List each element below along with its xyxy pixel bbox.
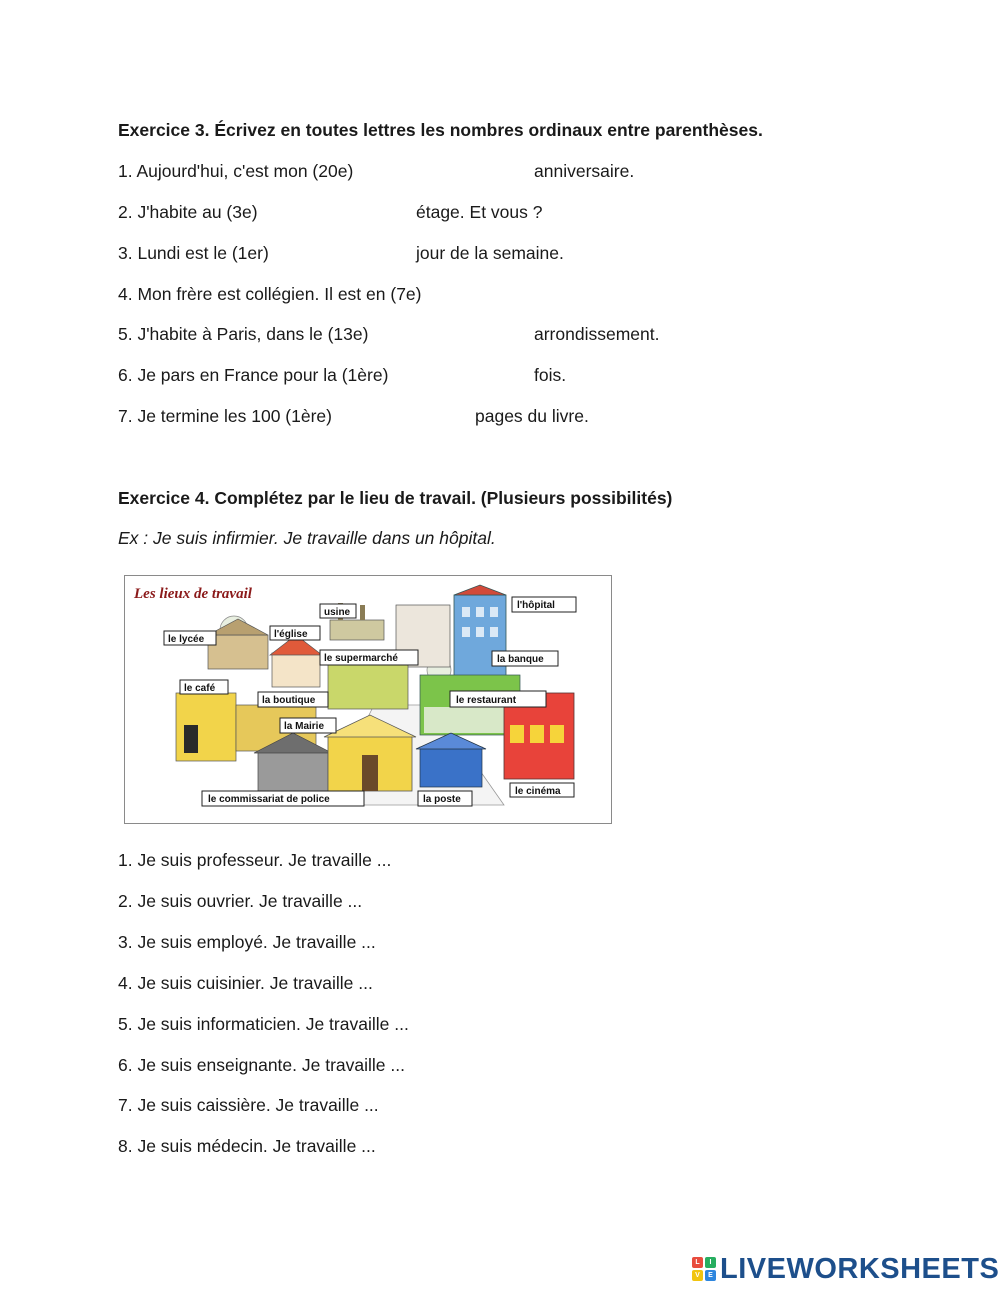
ex3-item-7-after: pages du livre.: [475, 406, 589, 426]
ex4-item-4: 4. Je suis cuisinier. Je travaille ...: [118, 973, 373, 993]
ex4-item-7: 7. Je suis caissière. Je travaille ...: [118, 1095, 379, 1115]
ex3-item-3: 3. Lundi est le (1er): [118, 243, 269, 263]
svg-text:le commissariat de police: le commissariat de police: [208, 794, 330, 805]
ex3-item-5: 5. J'habite à Paris, dans le (13e): [118, 324, 369, 344]
ex3-item-6: 6. Je pars en France pour la (1ère): [118, 365, 389, 385]
ex3-answer-6[interactable]: [405, 364, 530, 388]
ex3-item-3-after: jour de la semaine.: [416, 243, 564, 263]
label-cinema: [510, 783, 574, 797]
ex3-answer-2[interactable]: [270, 201, 412, 225]
ex3-item-2: 2. J'habite au (3e): [118, 202, 258, 222]
ex3-answer-3[interactable]: [284, 242, 412, 266]
ex3-item-1: 1. Aujourd'hui, c'est mon (20e): [118, 161, 354, 181]
label-cafe: [180, 680, 228, 694]
ex3-item-4: 4. Mon frère est collégien. Il est en (7e): [118, 284, 422, 304]
ex3-item-7: 7. Je termine les 100 (1ère): [118, 406, 332, 426]
ex3-answer-7[interactable]: [348, 405, 472, 429]
label-lycee: [164, 631, 216, 645]
ex3-item-1-after: anniversaire.: [534, 161, 635, 181]
ex3-item-5-after: arrondissement.: [534, 324, 660, 344]
svg-text:la banque: la banque: [497, 654, 544, 665]
label-mairie: [280, 718, 336, 733]
ex4-item-2: 2. Je suis ouvrier. Je travaille ...: [118, 891, 363, 911]
svg-text:la poste: la poste: [423, 794, 461, 805]
ex4-item-3: 3. Je suis employé. Je travaille ...: [118, 932, 376, 952]
ex3-answer-1[interactable]: [380, 160, 529, 184]
svg-text:le restaurant: le restaurant: [456, 695, 517, 706]
ex3-answer-4[interactable]: [446, 283, 630, 307]
ex4-item-5: 5. Je suis informaticien. Je travaille ...: [118, 1014, 409, 1034]
logo-mark-icon: L I V E: [692, 1257, 716, 1281]
ex3-item-6-after: fois.: [534, 365, 567, 385]
exercise-3-heading: Exercice 3. Écrivez en toutes lettres les nombres ordinaux entre parenthèses.: [118, 120, 763, 140]
svg-text:l'église: l'église: [274, 629, 308, 640]
svg-text:la Mairie: la Mairie: [284, 721, 325, 732]
svg-text:l'hôpital: l'hôpital: [517, 600, 555, 611]
svg-text:le lycée: le lycée: [168, 634, 205, 645]
ex4-item-6: 6. Je suis enseignante. Je travaille ...: [118, 1055, 405, 1075]
ex4-item-1: 1. Je suis professeur. Je travaille ...: [118, 850, 392, 870]
svg-text:le cinéma: le cinéma: [515, 786, 561, 797]
label-hopital: [512, 597, 576, 612]
label-commissariat: [202, 791, 364, 806]
svg-text:la boutique: la boutique: [262, 695, 316, 706]
exercise-4-heading: Exercice 4. Complétez par le lieu de travail. (Plusieurs possibilités): [118, 488, 673, 508]
workplaces-illustration: [124, 575, 612, 824]
label-eglise: [270, 626, 320, 640]
label-banque: [492, 651, 558, 666]
svg-text:le café: le café: [184, 683, 216, 694]
label-boutique: [258, 692, 328, 707]
liveworksheets-logo[interactable]: [692, 1253, 999, 1285]
illustration-title: Les lieux de travail: [134, 586, 252, 602]
label-restaurant: [450, 691, 546, 707]
ex3-item-2-after: étage. Et vous ?: [416, 202, 543, 222]
svg-text:usine: usine: [324, 607, 351, 618]
ex4-item-8: 8. Je suis médecin. Je travaille ...: [118, 1136, 376, 1156]
label-poste: [418, 791, 472, 806]
label-supermarche: [320, 650, 418, 665]
exercise-4-example: Ex : Je suis infirmier. Je travaille dans un hôpital.: [118, 528, 496, 548]
ex3-answer-5[interactable]: [386, 323, 530, 347]
label-usine: [320, 604, 356, 618]
svg-text:le supermarché: le supermarché: [324, 653, 398, 664]
logo-text: LIVEWORKSHEETS: [720, 1252, 1000, 1285]
